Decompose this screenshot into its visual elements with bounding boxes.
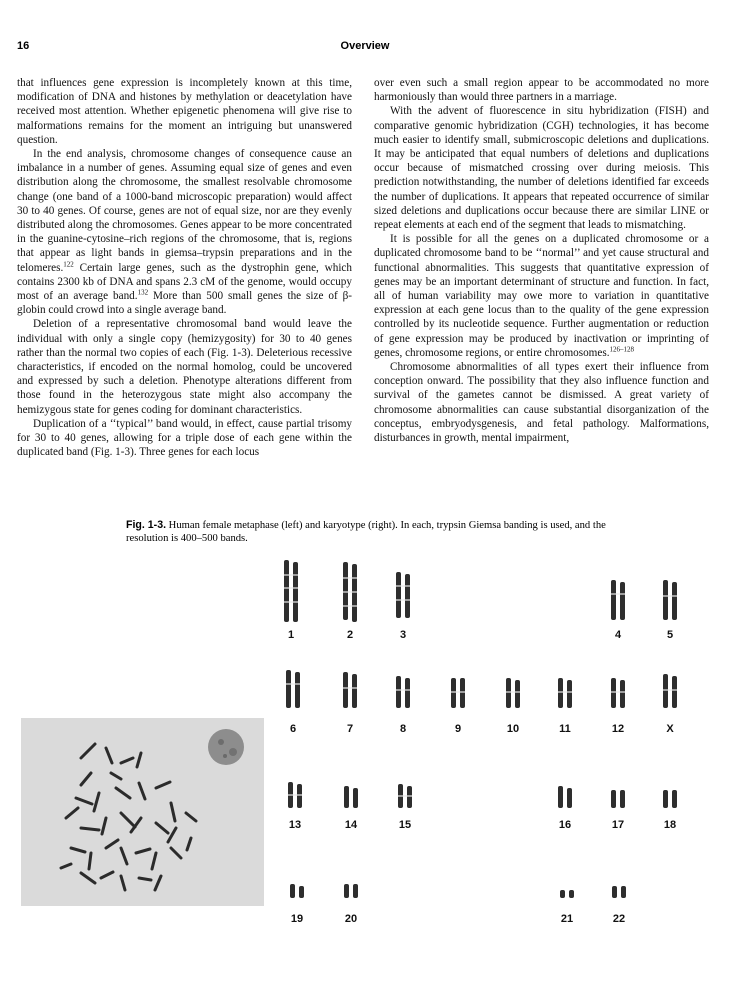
- karyotype-image: [268, 550, 718, 950]
- karyotype-label: 8: [399, 723, 407, 735]
- paragraph: Duplication of a ‘‘typical’’ band would, in effect, cause partial trisomy for 30 to 40 genes, allowing for a triple dose of each gene within the duplicated band (Fig. 1-3). Three genes for each locus: [17, 417, 352, 459]
- karyotype-label: 19: [290, 913, 304, 925]
- page-number: 16: [17, 40, 30, 52]
- karyotype-label: 3: [399, 629, 407, 641]
- citation: 122: [63, 259, 74, 268]
- karyotype-label: 22: [612, 913, 626, 925]
- paragraph: that influences gene expression is incompletely known at this time, modification of DNA and histones by methylation or deacetylation have received most attention. Whether epigenetic phenomena will give rise to malformations remains for the moment an intriguing but unanswered question.: [17, 77, 352, 146]
- karyotype-label: 7: [346, 723, 354, 735]
- karyotype-label: 14: [344, 819, 358, 831]
- paragraph: Chromosome abnormalities of all types exert their influence from conception onward. The possibility that they also influence function and survival of the gametes cannot be dismissed. A great variety of chromosome abnormalities can cause substantial disorganization of the conceptus, embryodysgenesis, and fetal pathology. Malformations, disturbances in growth, mental impairment,: [374, 361, 709, 445]
- figure-caption: [126, 519, 626, 545]
- paragraph: With the advent of fluorescence in situ hybridization (FISH) and comparative genomic hybridization (CGH) technologies, it has become much easier to identify small, submicroscopic deletions and duplications. It may be anticipated that equal numbers of deletions and duplications occur because of mismatched crossing over during meiosis. This prediction notwithstanding, the number of deletions identified far exceeds the number of duplications. It appears that repeated occurrence of similar sized deletions and duplications occur because there are similar LINE or repeat elements at each end of the segment that leads to mismatching.: [374, 105, 709, 232]
- karyotype-label: 21: [560, 913, 574, 925]
- paragraph: In the end analysis, chromosome changes of consequence cause an imbalance in a number of genes. Assuming equal size of genes and even distribution along the chromosome, the smallest resolvable chromosome change (one band of a 1000-band microscopic preparation) would affect 30 to 40 genes. Of course, genes are not of equal size, nor are they evenly distributed along the chromosomes. Genes appear to be more concentrated in the guanine-cytosine–rich regions of the chromosome, that is, regions that appear as light bands in giemsa–trypsin preparations and in the telomeres.$^{122}$ Certain large genes, such as the dystrophin gene, which contains 2300 kb of DNA and spans 2.3 cM of the genome, would occupy most of an average band.$^{132}$ More than 500 small genes the size of β-globin could crowd into a single average band.: [17, 148, 352, 317]
- karyotype-label: 17: [611, 819, 625, 831]
- interphase-nucleus: [208, 729, 244, 765]
- citation: 126–128: [609, 345, 635, 354]
- karyotype-label: 12: [611, 723, 625, 735]
- karyotype-label: 15: [398, 819, 412, 831]
- karyotype-label: 2: [346, 629, 354, 641]
- karyotype-label: 4: [614, 629, 622, 641]
- figure-label: Fig. 1-3.: [126, 519, 167, 531]
- paragraph: over even such a small region appear to be accommodated no more harmoniously than would three partners in a marriage.: [374, 77, 709, 104]
- chromosome-bands: [284, 575, 677, 796]
- metaphase-image: [21, 718, 264, 906]
- running-head: Overview: [340, 40, 390, 52]
- karyotype-label: 5: [666, 629, 674, 641]
- karyotype-label: 13: [288, 819, 302, 831]
- karyotype-label: 20: [344, 913, 358, 925]
- paragraph: It is possible for all the genes on a duplicated chromosome or a duplicated chromosome band to be ‘‘normal’’ and yet cause structural and functional abnormalities. This suggests that quantitative expression of genes may be an important determinant of structure and function. In fact, all of human variability may owe more to variation in quantitative expression at each gene locus than to the quality of the gene expression controlled by its nucleotide sequence. Further augmentation or reduction of gene expression may be produced by inactivation or imprinting of genes, chromosome regions, or entire chromosomes.$^{126-128}$: [374, 233, 709, 359]
- karyotype-label: 16: [558, 819, 572, 831]
- karyotype-label: 18: [663, 819, 677, 831]
- karyotype-label: 9: [454, 723, 462, 735]
- karyotype-label: 1: [287, 629, 295, 641]
- paragraph: Deletion of a representative chromosomal band would leave the individual with only a single copy (hemizygosity) for 30 to 40 genes rather than the normal two copies of each (Fig. 1-3). Deleterious recessive characteristics, if encoded on the normal homolog, could be uncovered and expressed by such a deletion. Phenotype alterations different from those found in the heterozygous state might also accompany the hemizygous state for genes coding for dominant characteristics.: [17, 318, 352, 416]
- karyotype-label: X: [666, 723, 674, 735]
- karyotype-label: 6: [289, 723, 297, 735]
- caption-text: Human female metaphase (left) and karyotype (right). In each, trypsin Giemsa banding is used, and the resolution is 400–500 bands.: [126, 520, 606, 544]
- right-column: [374, 76, 709, 445]
- karyotype-label: 11: [559, 723, 571, 735]
- karyotype-label: 10: [506, 723, 520, 735]
- left-column: [17, 76, 352, 459]
- citation: 132: [137, 288, 149, 297]
